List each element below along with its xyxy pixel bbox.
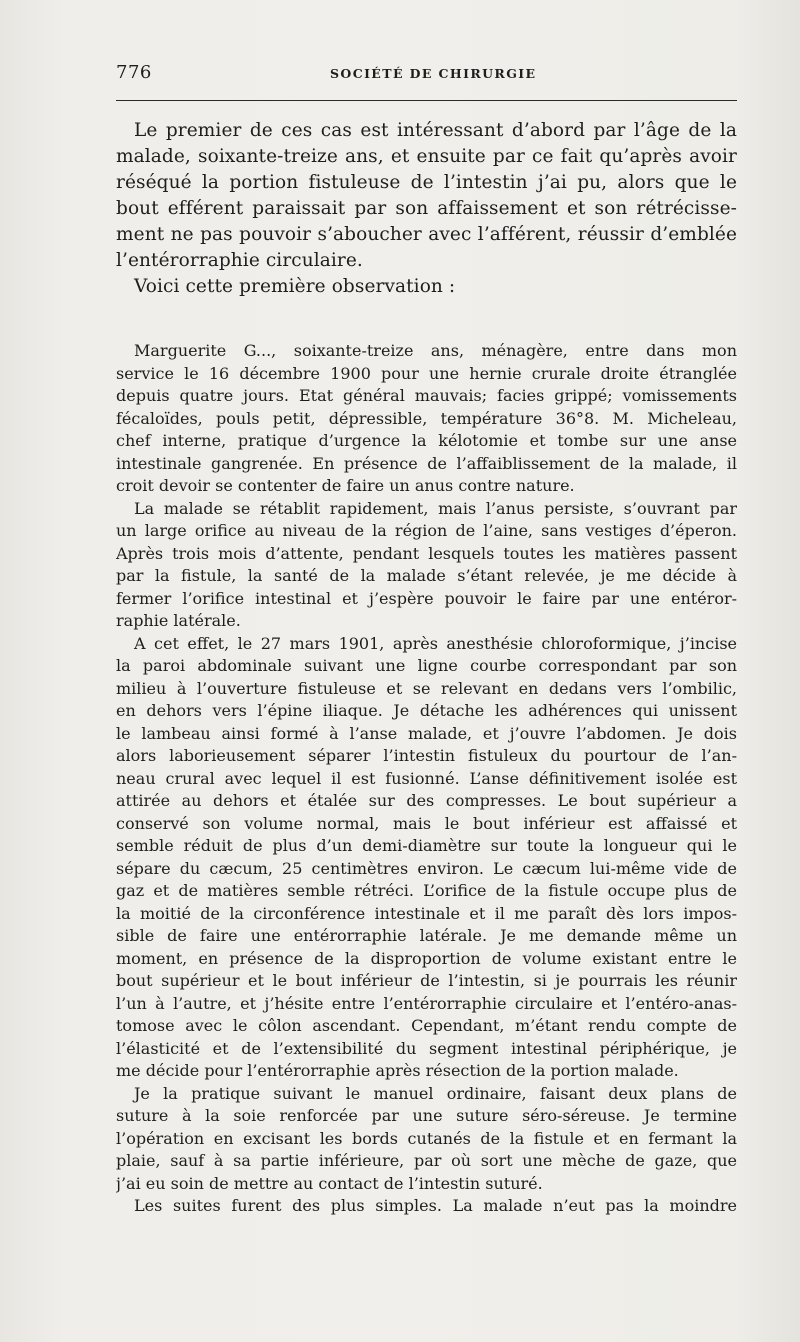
- text-line: depuis quatre jours. Etat général mauvais; facies grippé; vomissements: [116, 386, 737, 405]
- text-line: bout efférent paraissait par son affaissement et son rétrécisse-: [116, 198, 737, 219]
- text-line: le lambeau ainsi formé à l’anse malade, et j’ouvre l’abdomen. Je dois: [116, 723, 737, 743]
- text-line: raphie latérale.: [116, 611, 241, 630]
- running-head: [116, 62, 736, 86]
- text-line: j’ai eu soin de mettre au contact de l’intestin suturé.: [116, 1173, 543, 1193]
- observation-paragraph-1: [116, 340, 737, 498]
- text-line: sible de faire une entérorraphie latérale. Je me demande même un: [116, 926, 737, 945]
- page-number: 776: [116, 62, 152, 83]
- text-line: la paroi abdominale suivant une ligne courbe correspondant par son: [116, 656, 737, 675]
- text-line: A cet effet, le 27 mars 1901, après anesthésie chloroformique, j’incise: [134, 633, 737, 653]
- text-line: intestinale gangrenée. En présence de l’affaiblissement de la malade, il: [116, 453, 737, 473]
- text-line: par la fistule, la santé de la malade s’étant relevée, je me décide à: [116, 566, 737, 585]
- text-line: la moitié de la circonférence intestinale et il me paraît dès lors impos-: [116, 903, 737, 923]
- header-rule: [116, 100, 737, 101]
- text-line: suture à la soie renforcée par une suture séro-séreuse. Je termine: [116, 1106, 737, 1125]
- text-line: l’un à l’autre, et j’hésite entre l’entérorraphie circulaire et l’entéro-anas-: [116, 993, 737, 1013]
- observation-paragraph-5: [116, 1195, 737, 1218]
- text-line: un large orifice au niveau de la région de l’aine, sans vestiges d’éperon.: [116, 521, 737, 540]
- text-line: service le 16 décembre 1900 pour une hernie crurale droite étranglée: [116, 363, 737, 383]
- text-line: Je la pratique suivant le manuel ordinaire, faisant deux plans de: [134, 1083, 737, 1103]
- intro-paragraph: [116, 118, 737, 300]
- text-line: La malade se rétablit rapidement, mais l’anus persiste, s’ouvrant par: [134, 498, 737, 518]
- text-line: l’opération en excisant les bords cutanés de la fistule et en fermant la: [116, 1128, 737, 1148]
- text-line: me décide pour l’entérorraphie après résection de la portion malade.: [116, 1061, 679, 1080]
- text-line: semble réduit de plus d’un demi-diamètre sur toute la longueur qui le: [116, 836, 737, 855]
- text-line: sépare du cæcum, 25 centimètres environ. Le cæcum lui-même vide de: [116, 858, 737, 878]
- text-line: gaz et de matières semble rétréci. L’orifice de la fistule occupe plus de: [116, 881, 737, 900]
- text-line: chef interne, pratique d’urgence la kélotomie et tombe sur une anse: [116, 431, 737, 450]
- text-line: moment, en présence de la disproportion de volume existant entre le: [116, 948, 737, 968]
- text-line: fermer l’orifice intestinal et j’espère pouvoir le faire par une entéror-: [116, 588, 737, 608]
- text-line: Après trois mois d’attente, pendant lesquels toutes les matières passent: [116, 543, 737, 563]
- text-line: bout supérieur et le bout inférieur de l’intestin, si je pourrais les réunir: [116, 971, 737, 990]
- observation-paragraph-2: [116, 498, 737, 633]
- text-line: alors laborieusement séparer l’intestin fistuleux du pourtour de l’an-: [116, 746, 737, 765]
- text-line: conservé son volume normal, mais le bout inférieur est affaissé et: [116, 813, 737, 833]
- text-line: Marguerite G..., soixante-treize ans, ménagère, entre dans mon: [134, 341, 737, 360]
- text-line: malade, soixante-treize ans, et ensuite par ce fait qu’après avoir: [116, 146, 737, 167]
- text-line: neau crural avec lequel il est fusionné. L’anse définitivement isolée est: [116, 768, 737, 788]
- text-line: l’entérorraphie circulaire.: [116, 250, 363, 271]
- text-line: réséqué la portion fistuleuse de l’intestin j’ai pu, alors que le: [116, 172, 737, 193]
- observation-paragraph-3: [116, 633, 737, 1083]
- text-line: attirée au dehors et étalée sur des compresses. Le bout supérieur a: [116, 791, 737, 810]
- text-line: tomose avec le côlon ascendant. Cependant, m’étant rendu compte de: [116, 1016, 737, 1035]
- observation-block: [116, 340, 737, 1218]
- text-line: milieu à l’ouverture fistuleuse et se relevant en dedans vers l’ombilic,: [116, 678, 737, 698]
- text-line: en dehors vers l’épine iliaque. Je détache les adhérences qui unissent: [116, 701, 737, 720]
- running-title: SOCIÉTÉ DE CHIRURGIE: [330, 66, 537, 81]
- text-line: Le premier de ces cas est intéressant d’abord par l’âge de la: [134, 120, 737, 141]
- text-line: plaie, sauf à sa partie inférieure, par où sort une mèche de gaze, que: [116, 1151, 737, 1170]
- observation-announcement: Voici cette première observation :: [134, 276, 456, 297]
- observation-paragraph-4: [116, 1083, 737, 1196]
- text-line: l’élasticité et de l’extensibilité du segment intestinal périphérique, je: [116, 1038, 737, 1058]
- text-line: ment ne pas pouvoir s’aboucher avec l’afférent, réussir d’emblée: [116, 224, 737, 245]
- text-line: croit devoir se contenter de faire un anus contre nature.: [116, 476, 575, 495]
- text-line: Les suites furent des plus simples. La malade n’eut pas la moindre: [134, 1196, 737, 1215]
- text-line: fécaloïdes, pouls petit, dépressible, température 36°8. M. Micheleau,: [116, 408, 737, 428]
